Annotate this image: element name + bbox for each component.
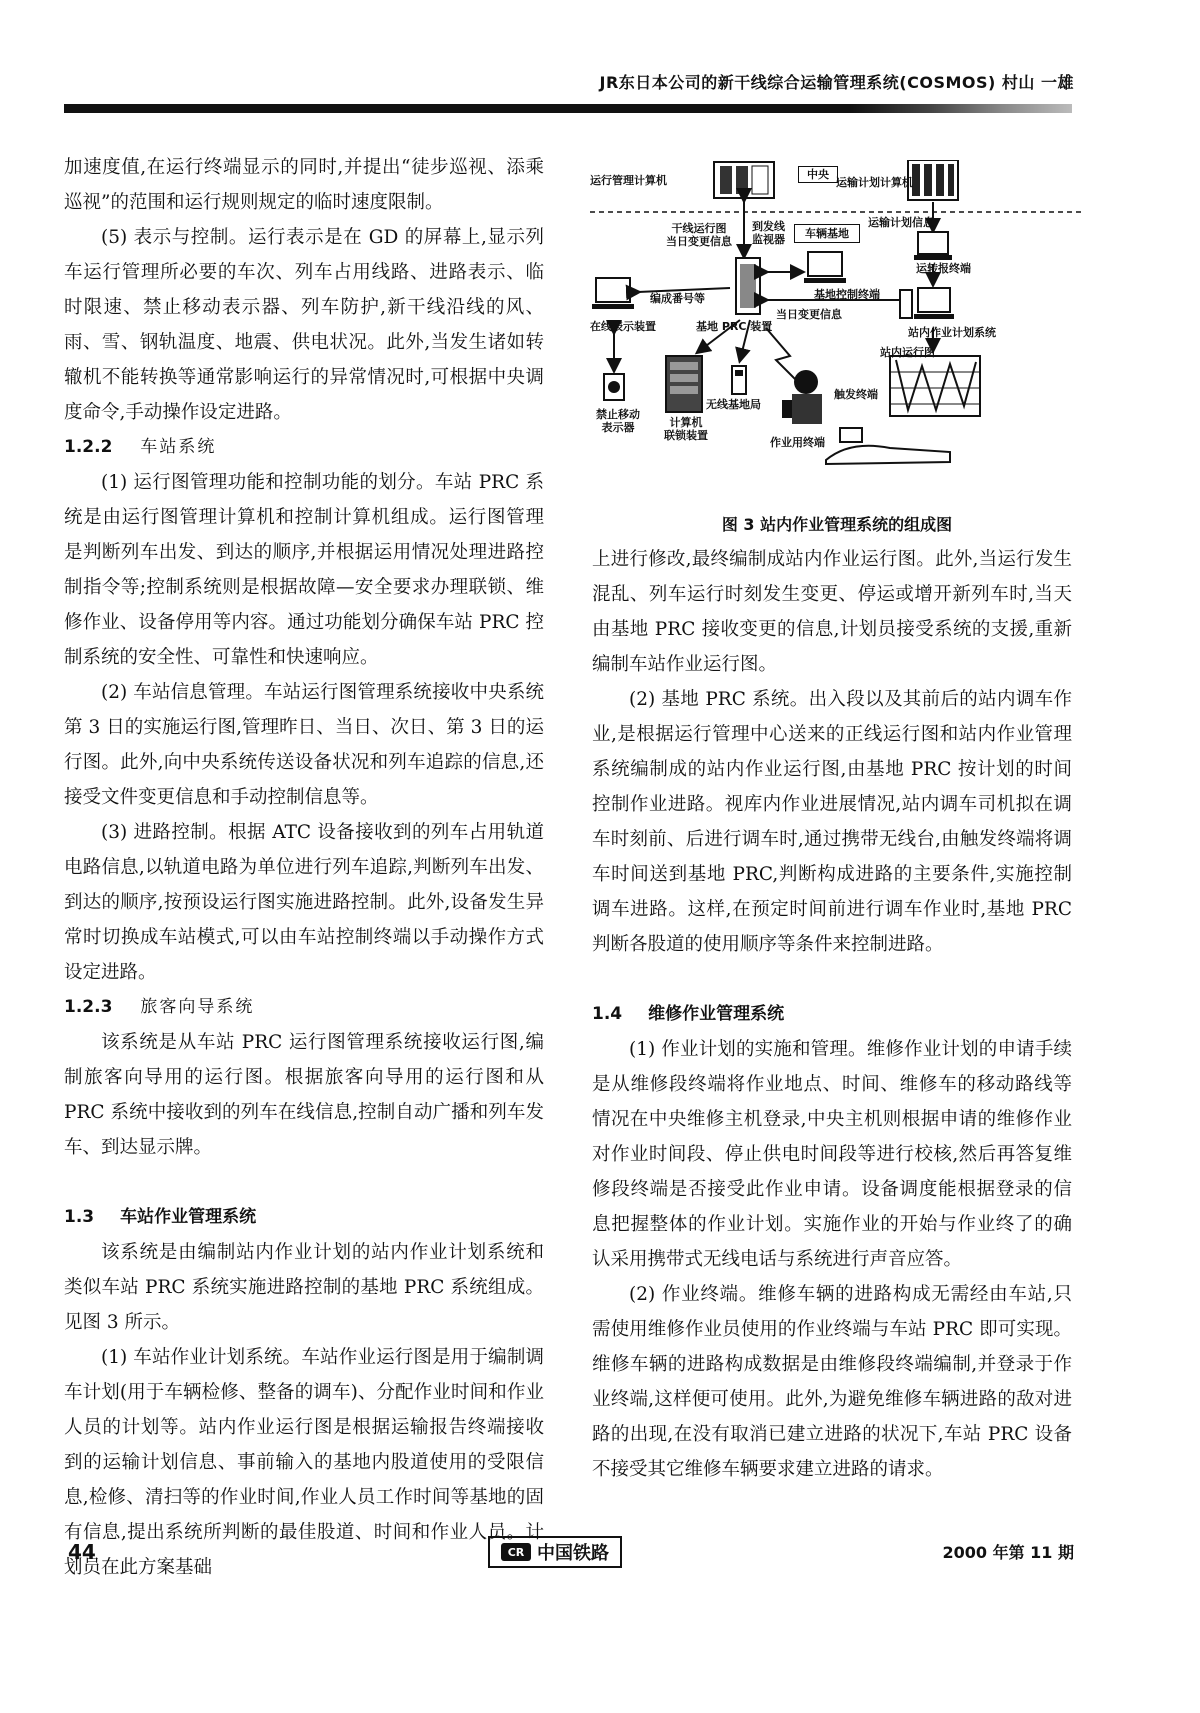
right-column: [592, 542, 1072, 1487]
label-work-terminal: 作业用终端: [770, 436, 825, 449]
section-number: 1.4: [592, 1004, 623, 1024]
label-no-move: [596, 408, 640, 434]
header-rule: [64, 104, 1072, 113]
interlock-device-icon: [666, 356, 702, 412]
paragraph: 加速度值,在运行终端显示的同时,并提出“徒步巡视、添乘巡视”的范围和运行规则规定的临时速度限制。: [64, 157, 544, 213]
label-base-control-terminal: 基地控制终端: [814, 288, 880, 301]
figure-3: [590, 160, 1084, 540]
online-display-icon: [592, 278, 634, 309]
label-arrival-monitor: [752, 220, 785, 246]
no-move-indicator-icon: [604, 374, 624, 400]
label-interlock-2: 联锁装置: [664, 429, 708, 442]
label-today-change-2: 当日变更信息: [776, 308, 842, 321]
label-transport-plan-info: 运输计划信息: [868, 216, 934, 229]
subsection-number: 1.2.2: [64, 437, 113, 457]
subsection-title: 车站系统: [140, 437, 217, 457]
section-title: 车站作业管理系统: [120, 1207, 257, 1227]
label-arrival-monitor-2: 监视器: [752, 233, 785, 246]
work-terminal-icon: [782, 370, 822, 424]
op-mgmt-computer-icon: [714, 162, 774, 198]
transport-report-terminal-icon: [914, 232, 952, 260]
label-transport-report-terminal: 运转报终端: [916, 262, 971, 275]
label-op-mgmt-computer: 运行管理计算机: [590, 174, 667, 187]
subsection-number: 1.2.3: [64, 997, 113, 1017]
section-number: 1.3: [64, 1207, 95, 1227]
train-icon: [826, 446, 950, 464]
label-interlock: [664, 416, 708, 442]
label-vehicle-base: 车辆基地: [794, 224, 860, 243]
station-plan-terminal-icon: [900, 288, 954, 319]
label-station-chart: 站内运行图: [880, 346, 935, 359]
journal-logo: [488, 1536, 622, 1568]
section-title: 维修作业管理系统: [648, 1004, 785, 1024]
paragraph: (1) 运行图管理功能和控制功能的划分。车站 PRC 系统是由运行图管理计算机和控制计算机组成。运行图管理是判断列车出发、到达的顺序,并根据运用情况处理进路控制指令等;控制系统则是根据故障—安全要求办理联锁、维修作业、设备停用等内容。通过功能划分确保车站 PRC 控制系统的安全性、可靠性和快速响应。: [64, 472, 544, 668]
label-online-display: 在线表示装置: [590, 320, 656, 333]
label-base-prc: 基地 PRC 装置: [696, 320, 773, 333]
label-trigger-terminal: 触发终端: [834, 388, 878, 401]
label-transport-plan-computer-wrap: [806, 176, 913, 189]
station-chart-icon: [890, 356, 980, 416]
label-central: 中央: [798, 166, 838, 183]
running-header: JR东日本公司的新干线综合运输管理系统(COSMOS) 村山 一雄: [599, 73, 1074, 92]
section-heading-1-3: [64, 1200, 544, 1235]
label-trunk-chart-text: 干线运行图: [671, 222, 727, 235]
base-control-terminal-icon: [804, 252, 846, 283]
label-no-move-2: 表示器: [601, 421, 635, 434]
issue-label: 2000 年第 11 期: [942, 1543, 1074, 1562]
left-column: [64, 150, 544, 1585]
label-no-move-1: 禁止移动: [596, 408, 640, 421]
label-arrival-monitor-1: 到发线: [752, 220, 785, 233]
logo-text: 中国铁路: [537, 1543, 609, 1564]
subsection-title: 旅客向导系统: [140, 997, 255, 1017]
subsection-heading-1-2-2: [64, 430, 544, 465]
base-prc-device-icon: [736, 258, 760, 314]
paragraph: (5) 表示与控制。运行表示是在 GD 的屏幕上,显示列车运行管理所必要的车次、列车占用线路、进路表示、临时限速、禁止移动表示器、列车防护,新干线沿线的风、雨、雪、钢轨温度、地震、供电状况。此外,当发生诸如转辙机不能转换等通常影响运行的异常情况时,可根据中央调度命令,手动操作设定进路。: [64, 227, 544, 423]
paragraph: (1) 作业计划的实施和管理。维修作业计划的申请手续是从维修段终端将作业地点、时间、维修车的移动路线等情况在中央维修主机登录,中央主机则根据申请的维修作业对作业时间段、停止供电时间段等进行校核,然后再答复维修段终端是否接受此作业申请。设备调度能根据登录的信息把握整体的作业计划。实施作业的开始与作业终了的确认采用携带式无线电话与系统进行声音应答。: [592, 1039, 1072, 1270]
subsection-heading-1-2-3: [64, 990, 544, 1025]
label-radio-base: 无线基地局: [706, 398, 761, 411]
transport-plan-computer-icon: [908, 160, 958, 200]
section-heading-1-4: [592, 997, 1072, 1032]
paragraph: (2) 作业终端。维修车辆的进路构成无需经由车站,只需使用维修作业员使用的作业终端与车站 PRC 即可实现。维修车辆的进路构成数据是由维修段终端编制,并登录于作业终端,这样便可使用。此外,为避免维修车辆进路的敌对进路的出现,在没有取消已建立进路的状况下,车站 PRC 设备不接受其它维修车辆要求建立进路的请求。: [592, 1284, 1072, 1480]
paragraph: (3) 进路控制。根据 ATC 设备接收到的列车占用轨道电路信息,以轨道电路为单位进行列车追踪,判断列车出发、到达的顺序,按预设运行图实施进路控制。此外,设备发生异常时切换成车站模式,可以由车站控制终端以手动操作方式设定进路。: [64, 822, 544, 983]
page-number: 44: [68, 1540, 96, 1564]
label-transport-plan-computer: 运输计划计算机: [836, 176, 913, 189]
label-trunk-chart: [666, 222, 732, 248]
trigger-terminal-icon: [826, 428, 950, 464]
figure-diagram: [590, 160, 1084, 505]
paragraph: 该系统是由编制站内作业计划的站内作业计划系统和类似车站 PRC 系统实施进路控制的基地 PRC 系统组成。见图 3 所示。: [64, 1242, 544, 1333]
paragraph: 上进行修改,最终编制成站内作业运行图。此外,当运行发生混乱、列车运行时刻发生变更、停运或增开新列车时,当天由基地 PRC 接收变更的信息,计划员接受系统的支援,重新编制车站作业运行图。: [592, 549, 1072, 675]
label-interlock-1: 计算机: [669, 416, 703, 429]
figure-caption: 图 3 站内作业管理系统的组成图: [721, 515, 953, 534]
paragraph: (2) 车站信息管理。车站运行图管理系统接收中央系统第 3 日的实施运行图,管理昨日、当日、次日、第 3 日的运行图。此外,向中央系统传送设备状况和列车追踪的信息,还接受文件变更信息和手动控制信息等。: [64, 682, 544, 808]
paragraph: (2) 基地 PRC 系统。出入段以及其前后的站内调车作业,是根据运行管理中心送来的正线运行图和站内作业管理系统编制成的站内作业运行图,由基地 PRC 按计划的时间控制作业进路。视库内作业进展情况,站内调车司机拟在调车时刻前、后进行调车时,通过携带无线台,由触发终端将调车时间送到基地 PRC,判断构成进路的主要条件,实施控制调车进路。这样,在预定时间前进行调车作业时,基地 PRC 判断各股道的使用顺序等条件来控制进路。: [592, 689, 1072, 955]
label-train-number: 编成番号等: [650, 292, 705, 305]
label-station-plan-system: 站内作业计划系统: [908, 326, 996, 339]
logo-mark-icon: CR: [501, 1543, 531, 1561]
label-today-change-1: 当日变更信息: [666, 235, 732, 248]
radio-base-icon: [732, 366, 746, 394]
paragraph: (1) 车站作业计划系统。车站作业运行图是用于编制调车计划(用于车辆检修、整备的调车)、分配作业时间和作业人员的计划等。站内作业运行图是根据运输报告终端接收到的运输计划信息、事前输入的基地内股道使用的受限信息,检修、清扫等的作业时间,作业人员工作时间等基地的固有信息,提出系统所判断的最佳股道、时间和作业人员。计划员在此方案基础: [64, 1347, 544, 1578]
paragraph: 该系统是从车站 PRC 运行图管理系统接收运行图,编制旅客向导用的运行图。根据旅客向导用的运行图和从 PRC 系统中接收到的列车在线信息,控制自动广播和列车发车、到达显示牌。: [64, 1032, 544, 1158]
